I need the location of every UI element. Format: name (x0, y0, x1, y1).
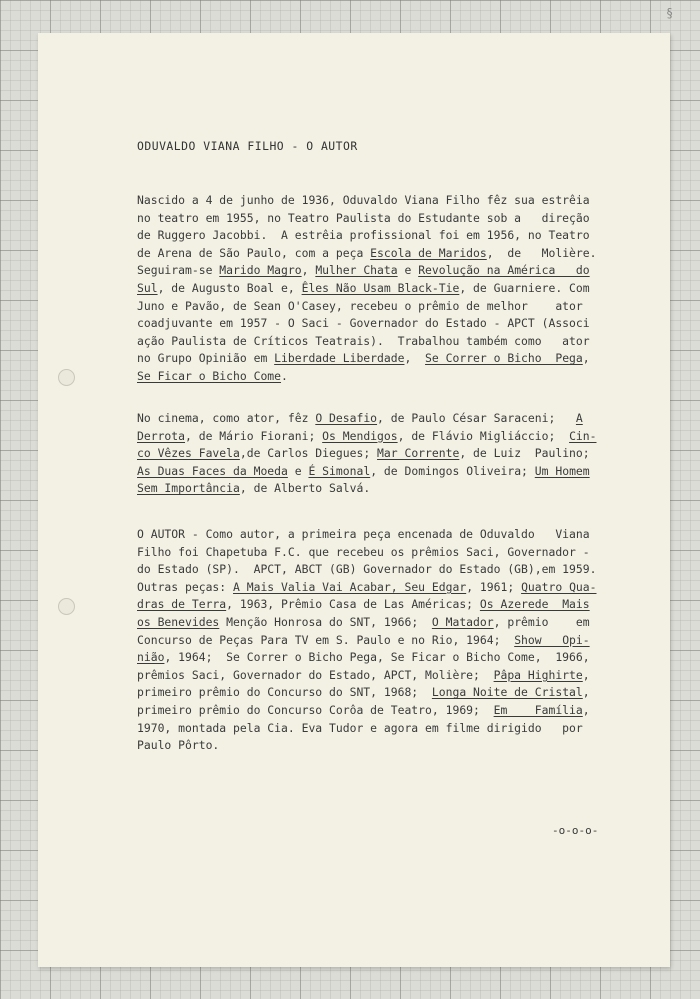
underlined-title: A (575, 411, 583, 425)
underlined-title: Se Ficar o Bicho Come (137, 368, 282, 383)
text-line (137, 737, 597, 755)
underlined-title: Show Opi- (514, 632, 590, 647)
underlined-title: Escola de Maridos (370, 245, 487, 260)
text-segment: , (404, 351, 426, 366)
underlined-title: Pâpa Highirte (493, 667, 583, 682)
corner-mark: § (666, 6, 674, 20)
underlined-title: Cin- (569, 428, 597, 443)
text-segment: Juno e Pavão, de Sean O'Casey, recebeu o prêmio de melhor ator (137, 298, 583, 313)
text-line (137, 702, 597, 720)
text-line (137, 315, 597, 333)
text-line (137, 544, 597, 562)
underlined-title: O Matador (431, 614, 494, 629)
underlined-title: Mulher Chata (315, 263, 398, 278)
underlined-title: Derrota (137, 428, 186, 443)
text-segment: de Ruggero Jacobbi. A estrêia profissional foi em 1956, no Teatro (137, 228, 590, 243)
text-segment: , 1963, Prêmio Casa de Las Américas; (226, 597, 480, 612)
text-segment: de Arena de São Paulo, com a peça (137, 245, 371, 260)
underlined-title: Marido Magro (219, 263, 302, 278)
punch-hole-bottom (58, 598, 75, 615)
underlined-title: A Mais Valia Vai Acabar, Seu Edgar (233, 579, 467, 594)
text-segment: No cinema, como ator, fêz (137, 411, 316, 425)
text-line (137, 210, 597, 228)
text-segment: , de Molière. (486, 245, 597, 260)
text-line (137, 245, 597, 263)
text-segment: 1970, montada pela Cia. Eva Tudor e agora em filme dirigido por (137, 720, 583, 735)
text-segment: ,de Carlos Diegues; (239, 446, 378, 461)
text-line (137, 333, 597, 351)
text-segment: Paulo Pôrto. (137, 738, 220, 753)
underlined-title: Mar Corrente (377, 446, 460, 461)
text-line (137, 298, 597, 316)
paragraph-cinema (137, 410, 597, 498)
text-line (137, 526, 597, 544)
underlined-title: co Vêzes Favela (137, 446, 240, 461)
text-segment: , de Guarniere. Com (459, 280, 590, 295)
text-line (137, 649, 597, 667)
text-line (137, 445, 597, 463)
underlined-title: os Benevides (137, 614, 220, 629)
text-segment: , de Mário Fiorani; (185, 428, 323, 443)
text-segment: , (301, 263, 316, 278)
text-line (137, 410, 597, 428)
underlined-title: Sem Importância (137, 481, 240, 496)
underlined-title: As Duas Faces da Moeda (137, 463, 288, 478)
text-segment: , prêmio em (493, 614, 590, 629)
text-line (137, 368, 597, 386)
underlined-title: Sul (137, 280, 158, 295)
text-segment: , (582, 702, 590, 717)
underlined-title: Revolução na América do (418, 263, 590, 278)
paragraph-biography (137, 192, 597, 386)
underlined-title: Longa Noite de Cristal (431, 685, 583, 700)
underlined-title: Em Família (493, 702, 583, 717)
text-segment: , (582, 667, 590, 682)
text-segment: Menção Honrosa do SNT, 1966; (219, 614, 432, 629)
text-segment: Filho foi Chapetuba F.C. que recebeu os prêmios Saci, Governador - (137, 544, 590, 559)
text-line (137, 667, 597, 685)
text-segment: . (281, 368, 288, 383)
text-segment: , (582, 685, 590, 700)
text-line (137, 596, 597, 614)
underlined-title: dras de Terra (137, 597, 227, 612)
end-mark: -o-o-o- (552, 824, 599, 837)
underlined-title: Os Azerede Mais (479, 597, 590, 612)
text-line (137, 480, 597, 498)
text-segment: e (287, 463, 309, 478)
underlined-title: Liberdade Liberdade (274, 351, 405, 366)
text-segment: , de Paulo César Saraceni; (377, 411, 576, 425)
text-line (137, 428, 597, 446)
text-segment: primeiro prêmio do Concurso Corôa de Teatro, 1969; (137, 702, 494, 717)
text-segment: coadjuvante em 1957 - O Saci - Governador do Estado - APCT (Associ (137, 316, 590, 331)
text-line (137, 280, 597, 298)
underlined-title: É Simonal (308, 463, 371, 478)
underlined-title: nião (137, 650, 165, 665)
text-segment: O AUTOR - Como autor, a primeira peça encenada de Oduvaldo Viana (137, 527, 590, 541)
text-segment: , de Alberto Salvá. (239, 481, 371, 496)
text-segment: , de Augusto Boal e, (157, 280, 302, 295)
text-segment: primeiro prêmio do Concurso do SNT, 1968; (137, 685, 432, 700)
text-segment: e (397, 263, 419, 278)
text-line (137, 227, 597, 245)
text-line (137, 463, 597, 481)
text-segment: do Estado (SP). APCT, ABCT (GB) Governador do Estado (GB),em 1959. (137, 562, 597, 577)
text-segment: , de Luiz Paulino; (459, 446, 590, 461)
text-line (137, 579, 597, 597)
underlined-title: Um Homem (534, 463, 590, 478)
punch-hole-top (58, 369, 75, 386)
text-line (137, 720, 597, 738)
text-segment: Nascido a 4 de junho de 1936, Oduvaldo Viana Filho fêz sua estrêia (137, 193, 590, 207)
text-segment: Outras peças: (137, 579, 234, 594)
text-segment: Concurso de Peças Para TV em S. Paulo e no Rio, 1964; (137, 632, 515, 647)
text-segment: ação Paulista de Críticos Teatrais). Trabalhou também como ator (137, 333, 590, 348)
text-line (137, 632, 597, 650)
text-line (137, 192, 597, 210)
text-segment: , de Flávio Migliáccio; (397, 428, 570, 443)
underlined-title: Êles Não Usam Black-Tie (301, 280, 460, 295)
text-segment: , (582, 351, 590, 366)
underlined-title: Os Mendigos (322, 428, 398, 443)
underlined-title: Quatro Qua- (521, 579, 597, 594)
text-segment: no Grupo Opinião em (137, 351, 275, 366)
underlined-title: O Desafio (315, 411, 378, 425)
text-segment: , 1964; Se Correr o Bicho Pega, Se Ficar o Bicho Come, 1966, (164, 650, 590, 665)
text-segment: Seguiram-se (137, 263, 220, 278)
page-title: ODUVALDO VIANA FILHO - O AUTOR (137, 139, 358, 153)
text-segment: prêmios Saci, Governador do Estado, APCT, Molière; (137, 667, 494, 682)
text-segment: , 1961; (466, 579, 522, 594)
text-line (137, 262, 597, 280)
text-line (137, 684, 597, 702)
underlined-title: Se Correr o Bicho Pega (425, 351, 583, 366)
text-line (137, 350, 597, 368)
text-line (137, 614, 597, 632)
text-segment: , de Domingos Oliveira; (370, 463, 535, 478)
text-segment: no teatro em 1955, no Teatro Paulista do Estudante sob a direção (137, 210, 590, 225)
text-line (137, 561, 597, 579)
paragraph-author (137, 526, 597, 755)
